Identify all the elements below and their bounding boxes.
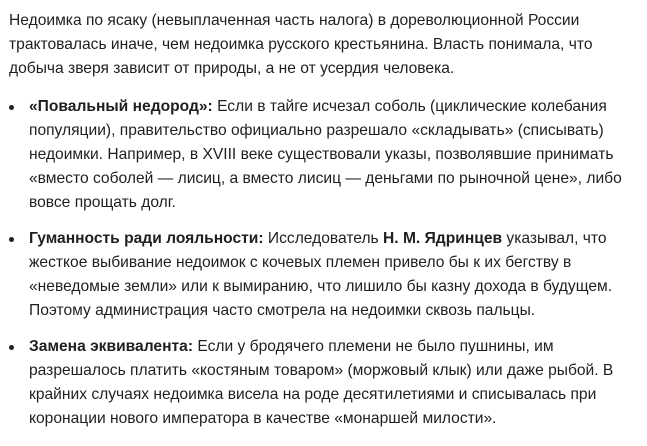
bullet-list <box>9 95 637 431</box>
researcher-name: Н. М. Ядринцев <box>383 230 503 247</box>
item-text: Если у бродячего племени не было пушнины, им разрешалось платить «костяным товаром» (моржовый клык) или даже рыбой. В крайних случаях недоимка висела на роде десятилетиями и списывалась при коронации нового императора в качестве «монаршей милости». <box>29 338 614 427</box>
bullet-icon <box>9 345 14 350</box>
intro-paragraph: Недоимка по ясаку (невыплаченная часть налога) в дореволюционной России трактовалась иначе, чем недоимка русского крестьянина. Власть понимала, что добыча зверя зависит от природы, а не от усердия человека. <box>9 12 593 77</box>
item-title: Замена эквивалента: <box>29 338 194 355</box>
list-item <box>9 227 637 323</box>
item-text: Исследователь <box>263 230 384 247</box>
item-text: указывал, что жесткое выбивание недоимок с кочевых племен привело бы к их бегству в «неведомые земли» или к вымиранию, что лишило бы казну дохода в будущем. Поэтому администрация часто смотрела на недоимки сквозь пальцы. <box>29 230 613 319</box>
bullet-icon <box>9 237 14 242</box>
bullet-icon <box>9 105 14 110</box>
list-item <box>9 335 637 431</box>
item-title: Гуманность ради лояльности: <box>29 230 264 247</box>
list-item <box>9 95 637 215</box>
item-text: Если в тайге исчезал соболь (циклические колебания популяции), правительство официально разрешало «складывать» (списывать) недоимки. Например, в XVIII веке существовали указы, позволявшие принимать «вместо соболей — лисиц, а вместо лисиц — деньгами по рыночной цене», либо вовсе прощать долг. <box>29 98 622 211</box>
item-title: «Повальный недород»: <box>29 98 213 115</box>
